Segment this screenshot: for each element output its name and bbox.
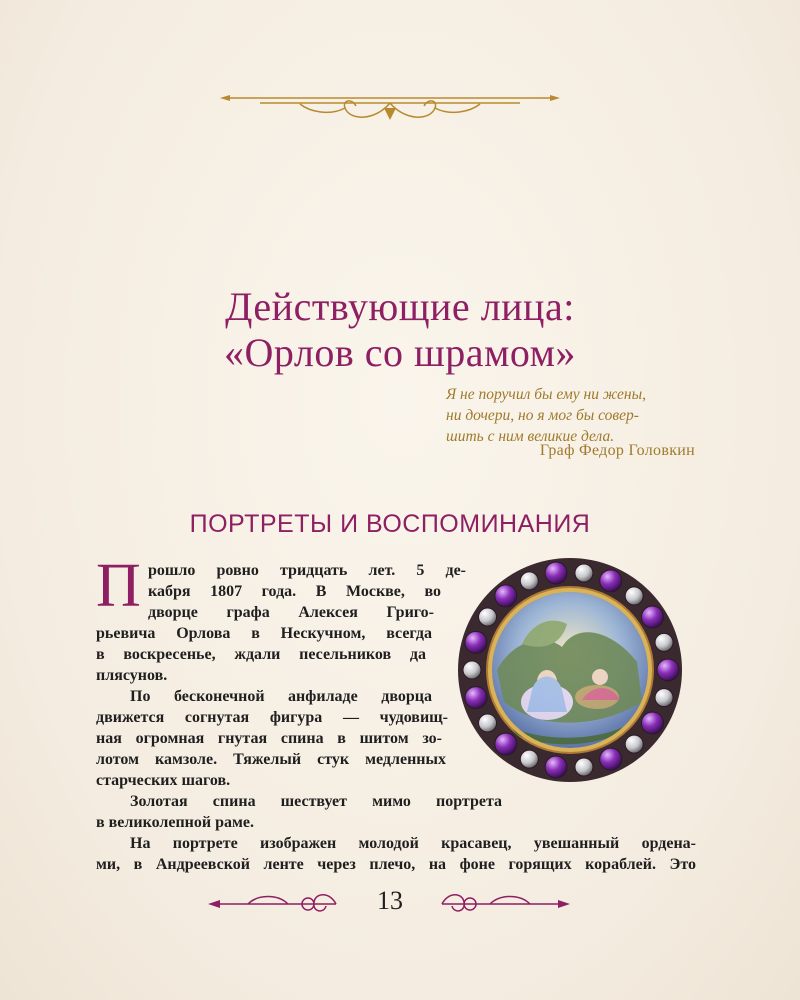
diamond-stone bbox=[655, 633, 673, 651]
body-text bbox=[96, 623, 448, 791]
diamond-stone bbox=[575, 758, 593, 776]
amethyst-stone bbox=[495, 733, 517, 755]
diamond-stone bbox=[625, 587, 643, 605]
epigraph-line: шить с ним великие дела. bbox=[446, 428, 615, 445]
body-line: лотом камзоле. Тяжелый стук медленных bbox=[96, 751, 446, 768]
section-heading: ПОРТРЕТЫ И ВОСПОМИНАНИЯ bbox=[189, 510, 591, 538]
amethyst-stone bbox=[641, 712, 663, 734]
jeweled-brooch-illustration bbox=[452, 552, 688, 788]
body-line: старческих шагов. bbox=[96, 772, 231, 789]
top-ornament bbox=[220, 86, 560, 126]
body-line: плясунов. bbox=[96, 667, 168, 684]
body-line: На портрете изображен молодой красавец, увешанный ордена- bbox=[130, 835, 696, 852]
body-line: ная огромная гнутая спина в шитом зо- bbox=[96, 730, 442, 747]
body-text bbox=[148, 560, 466, 623]
diamond-stone bbox=[479, 608, 497, 626]
body-text bbox=[96, 791, 696, 875]
body-line: рошло ровно тридцать лет. 5 де- bbox=[148, 562, 466, 579]
diamond-stone bbox=[520, 572, 538, 590]
amethyst-stone bbox=[600, 748, 622, 770]
diamond-stone bbox=[463, 661, 481, 679]
diamond-stone bbox=[655, 689, 673, 707]
epigraph-line: Я не поручил бы ему ни жены, bbox=[446, 386, 646, 403]
body-line: движется согнутая фигура — чудовищ- bbox=[96, 709, 448, 726]
body-line: в великолепной раме. bbox=[96, 814, 255, 831]
epigraph bbox=[446, 384, 696, 447]
amethyst-stone bbox=[465, 631, 487, 653]
body-line: кабря 1807 года. В Москве, во bbox=[148, 583, 441, 600]
body-line: По бесконечной анфиладе дворца bbox=[130, 688, 432, 705]
diamond-stone bbox=[575, 564, 593, 582]
chapter-title-line-2: «Орлов со шрамом» bbox=[224, 330, 576, 375]
body-line: дворце графа Алексея Григо- bbox=[148, 604, 434, 621]
amethyst-stone bbox=[545, 756, 567, 778]
amethyst-stone bbox=[600, 570, 622, 592]
epigraph-line: ни дочери, но я мог бы совер- bbox=[446, 407, 639, 424]
diamond-stone bbox=[520, 750, 538, 768]
body-line: ми, в Андреевской ленте через плечо, на фоне горящих кораблей. Это bbox=[96, 856, 696, 873]
epigraph-author: Граф Федор Головкин bbox=[539, 442, 695, 459]
drop-cap: П bbox=[96, 552, 141, 620]
amethyst-stone bbox=[641, 606, 663, 628]
body-line: Золотая спина шествует мимо портрета bbox=[130, 793, 502, 810]
page-number: 13 bbox=[377, 886, 403, 915]
amethyst-stone bbox=[465, 687, 487, 709]
diamond-stone bbox=[625, 735, 643, 753]
amethyst-stone bbox=[657, 659, 679, 681]
chapter-title-line-1: Действующие лица: bbox=[225, 284, 575, 329]
amethyst-stone bbox=[495, 585, 517, 607]
chapter-title bbox=[0, 284, 800, 376]
diamond-stone bbox=[479, 714, 497, 732]
body-line: в воскресенье, ждали песельников да bbox=[96, 646, 426, 663]
body-line: рьевича Орлова в Нескучном, всегда bbox=[96, 625, 432, 642]
amethyst-stone bbox=[545, 562, 567, 584]
